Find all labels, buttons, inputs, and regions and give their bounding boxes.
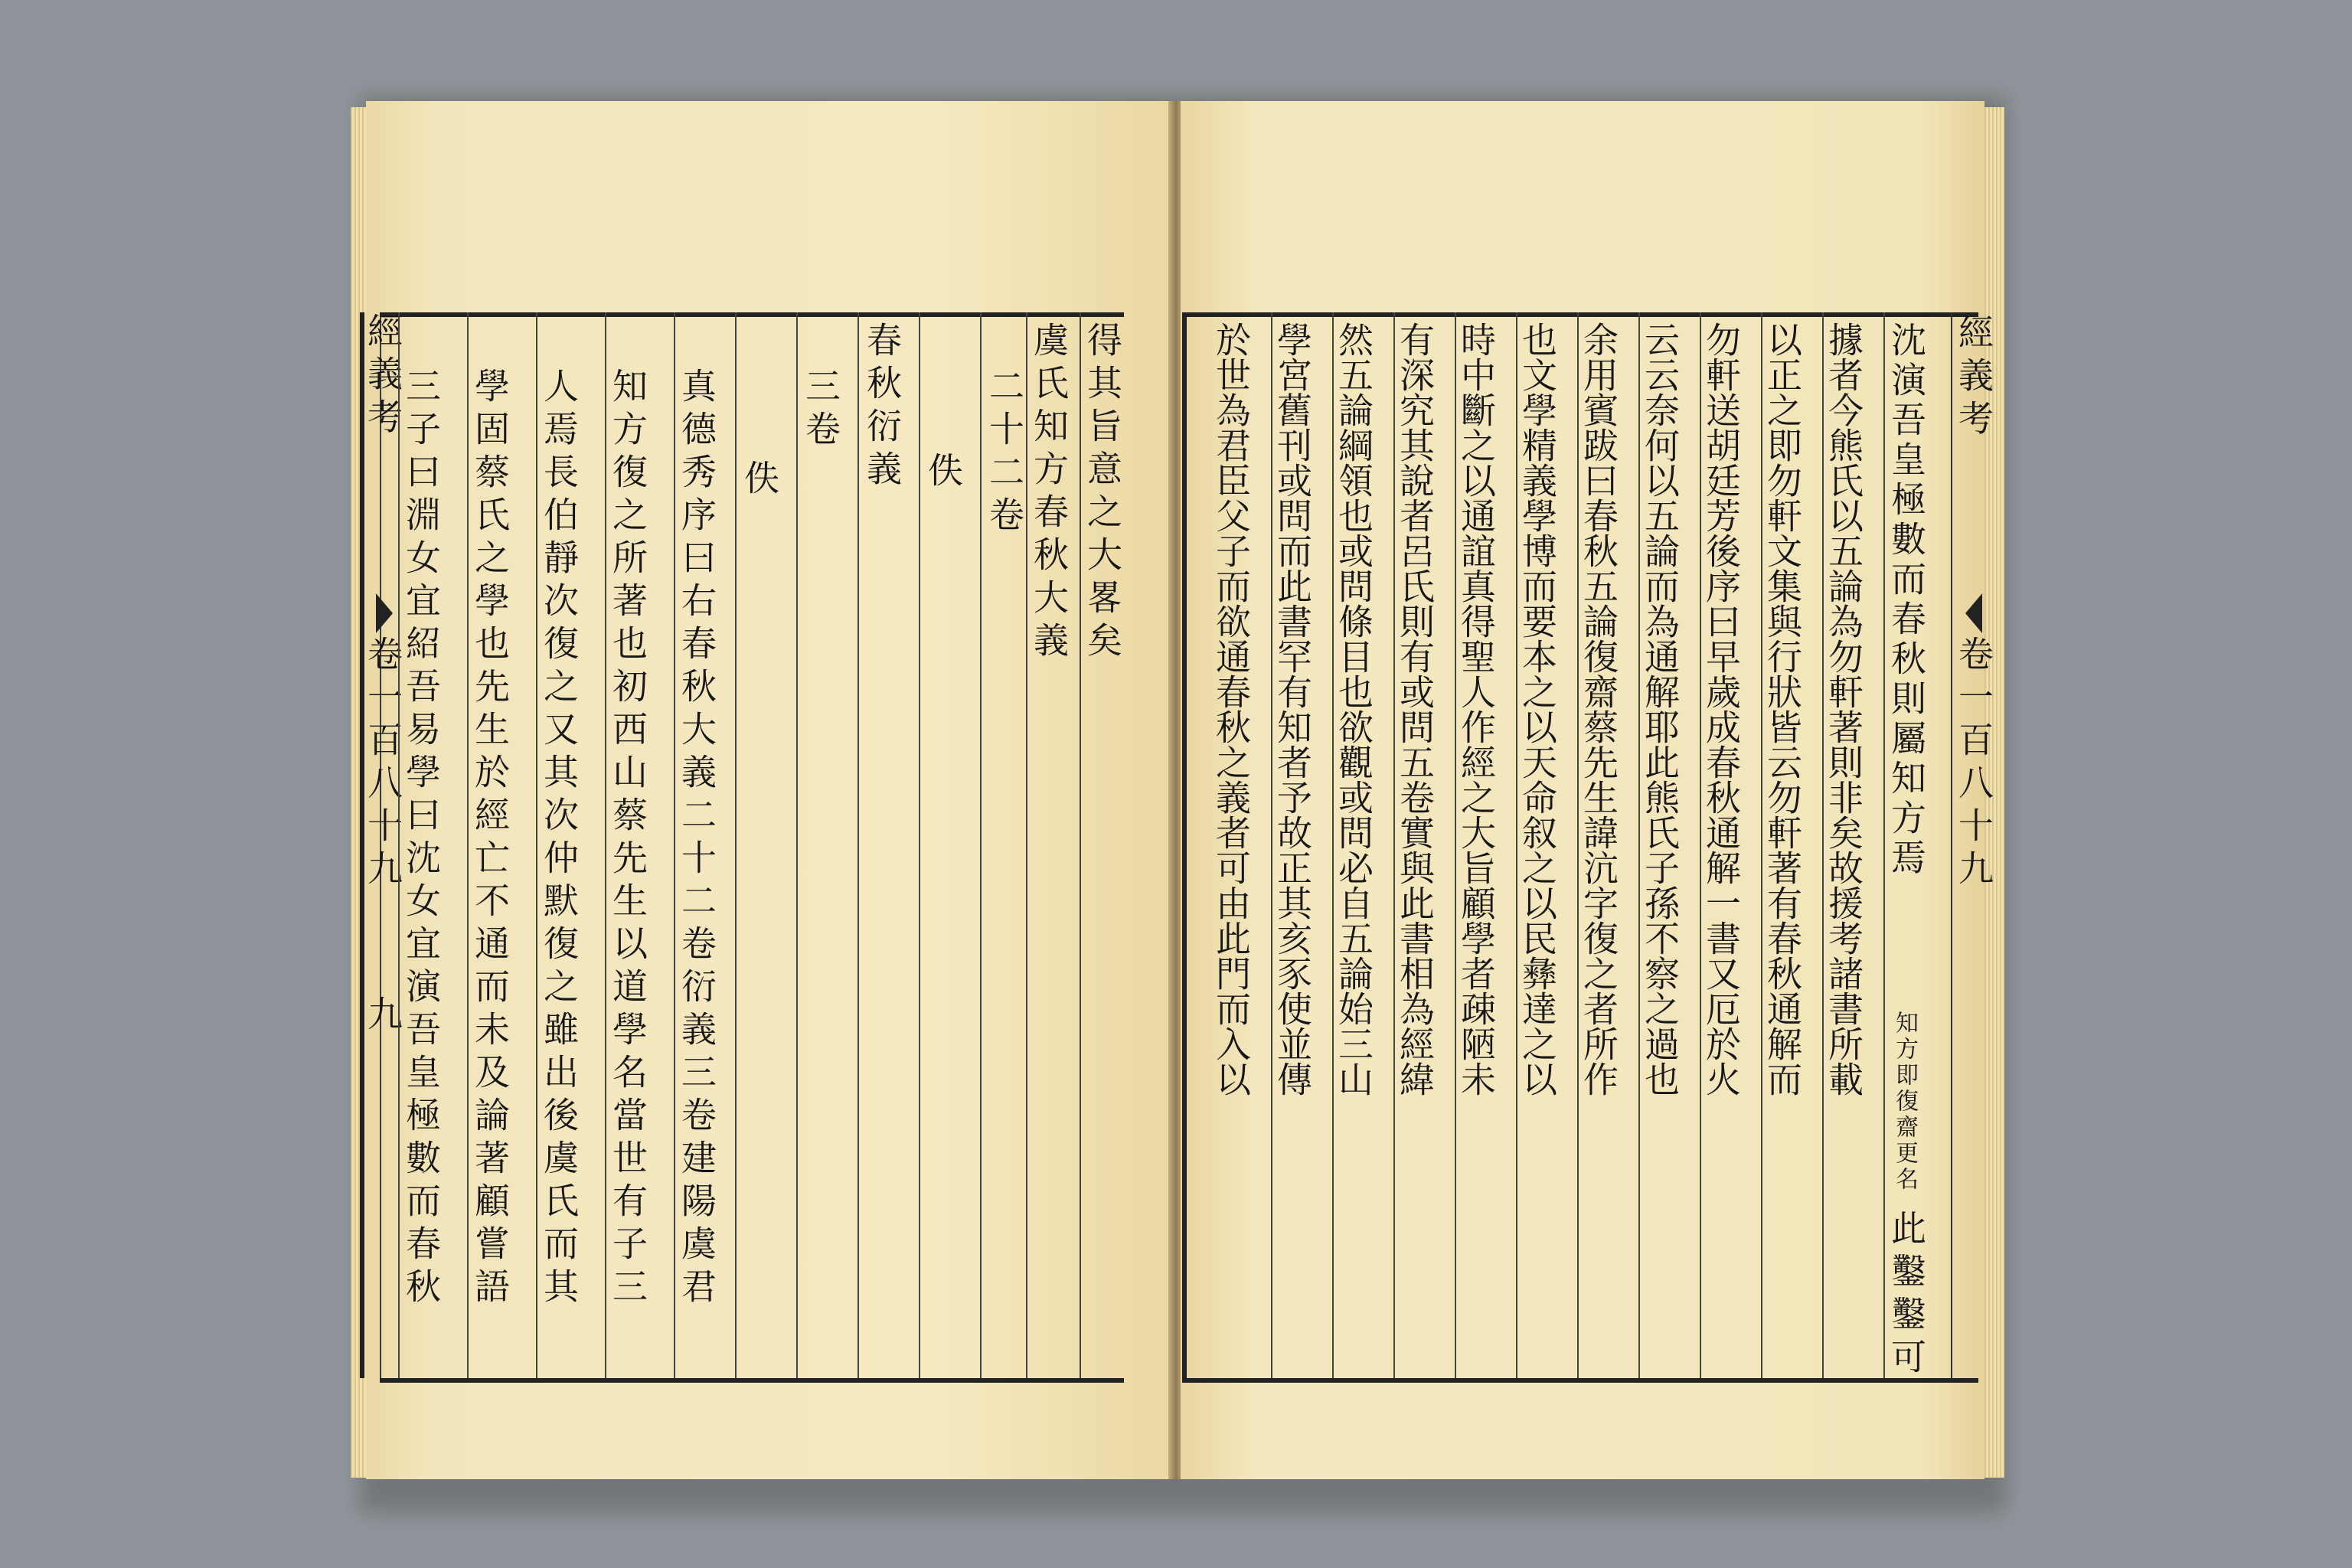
right-col-4: 勿軒送胡廷芳後序曰早歲成春秋通解一書又厄於火 [1700, 322, 1742, 1096]
left-margin-title: 經義考 [362, 312, 403, 441]
right-margin-volume: 卷一百八十九 [1953, 635, 1994, 893]
right-col-9: 有深究其說者呂氏則有或問五卷實與此書相為經緯 [1394, 322, 1436, 1096]
left-col-7: 佚 [739, 459, 780, 502]
right-col-1-note: 知方即復齋更名 [1891, 1011, 1918, 1193]
left-col-2: 虞氏知方春秋大義 [1028, 322, 1070, 665]
fishtail-mark [376, 593, 393, 633]
right-col-11: 學宮舊刊或問而此書罕有知者予故正其亥豕使並傳 [1272, 322, 1313, 1096]
left-col-11: 學固蔡氏之學也先生於經亡不通而未及論著顧嘗語 [469, 368, 511, 1311]
right-col-5: 云云奈何以五論而為通解耶此熊氏子孫不察之過也 [1639, 322, 1681, 1096]
right-col-1-tail: 此鑿鑿可 [1886, 1210, 1927, 1381]
fishtail-mark-right [1965, 593, 1982, 633]
right-col-3: 以正之即勿軒文集與行狀皆云勿軒著有春秋通解而 [1762, 322, 1803, 1096]
left-col-3: 二十二卷 [984, 368, 1025, 539]
right-col-2: 據者今熊氏以五論為勿軒著則非矣故援考諸書所載 [1823, 322, 1864, 1096]
left-col-8: 真德秀序曰右春秋大義二十二卷衍義三卷建陽虞君 [676, 368, 717, 1311]
right-col-10: 然五論綱領也或問條目也欲觀或問必自五論始三山 [1333, 322, 1374, 1096]
right-col-1: 沈演吾皇極數而春秋則屬知方焉 [1886, 322, 1927, 879]
right-col-7: 也文學精義學博而要本之以天命叙之以民彝達之以 [1517, 322, 1558, 1096]
right-col-12: 於世為君臣父子而欲通春秋之義者可由此門而入以 [1210, 322, 1252, 1096]
right-margin-title: 經義考 [1953, 314, 1994, 443]
right-col-8: 時中斷之以通誼真得聖人作經之大旨顧學者疎陋未 [1455, 322, 1497, 1096]
left-page-number: 九 [362, 995, 403, 1038]
left-col-5: 春秋衍義 [861, 322, 903, 493]
left-col-4: 佚 [923, 452, 964, 495]
left-col-9: 知方復之所著也初西山蔡先生以道學名當世有子三 [607, 368, 648, 1311]
left-col-6: 三卷 [800, 368, 841, 453]
left-col-1: 得其旨意之大畧矣 [1082, 322, 1123, 665]
left-col-12: 三子曰淵女宜紹吾易學曰沈女宜演吾皇極數而春秋 [400, 368, 442, 1311]
right-col-6: 余用賓跋曰春秋五論復齋蔡先生諱沆字復之者所作 [1578, 322, 1619, 1096]
left-margin-volume: 卷一百八十九 [362, 635, 403, 893]
left-col-10: 人焉長伯靜次復之又其次仲默復之雖出後虞氏而其 [538, 368, 580, 1311]
